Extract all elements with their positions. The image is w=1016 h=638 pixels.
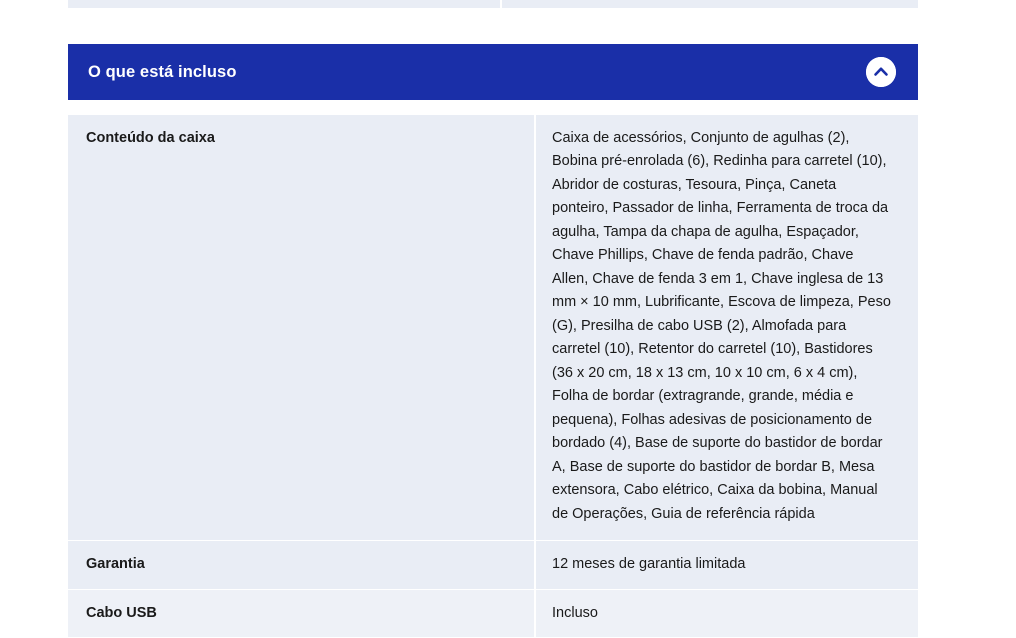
table-row <box>68 115 918 541</box>
section-header-included[interactable] <box>68 44 918 100</box>
row-value: 12 meses de garantia limitada <box>535 541 918 589</box>
table-row <box>68 589 918 637</box>
row-value: Incluso <box>535 589 918 637</box>
previous-row-label-cell <box>68 0 501 9</box>
row-label: Garantia <box>68 541 535 589</box>
section-title: O que está incluso <box>88 62 237 81</box>
previous-row-value-cell <box>501 0 918 9</box>
chevron-up-icon[interactable] <box>866 57 896 87</box>
specifications-table <box>68 115 918 638</box>
row-value: Caixa de acessórios, Conjunto de agulhas (2), Bobina pré-enrolada (6), Redinha para carretel (10), Abridor de costuras, Tesoura, Pinça, Caneta ponteiro, Passador de linha, Ferramenta de troca da agulha, Tampa da chapa de agulha, Espaçador, Chave Phillips, Chave de fenda padrão, Chave Allen, Chave de fenda 3 em 1, Chave inglesa de 13 mm × 10 mm, Lubrificante, Escova de limpeza, Peso (G), Presilha de cabo USB (2), Almofada para carretel (10), Retentor do carretel (10), Bastidores (36 x 20 cm, 18 x 13 cm, 10 x 10 cm, 6 x 4 cm), Folha de bordar (extragrande, grande, média e pequena), Folhas adesivas de posicionamento de bordado (4), Base de suporte do bastidor de bordar A, Base de suporte do bastidor de bordar B, Mesa extensora, Cabo elétrico, Caixa da bobina, Manual de Operações, Guia de referência rápida <box>535 115 918 541</box>
row-label: Conteúdo da caixa <box>68 115 535 541</box>
table-row <box>68 0 918 9</box>
previous-section-partial-row <box>68 0 918 9</box>
row-label: Cabo USB <box>68 589 535 637</box>
table-row <box>68 541 918 589</box>
